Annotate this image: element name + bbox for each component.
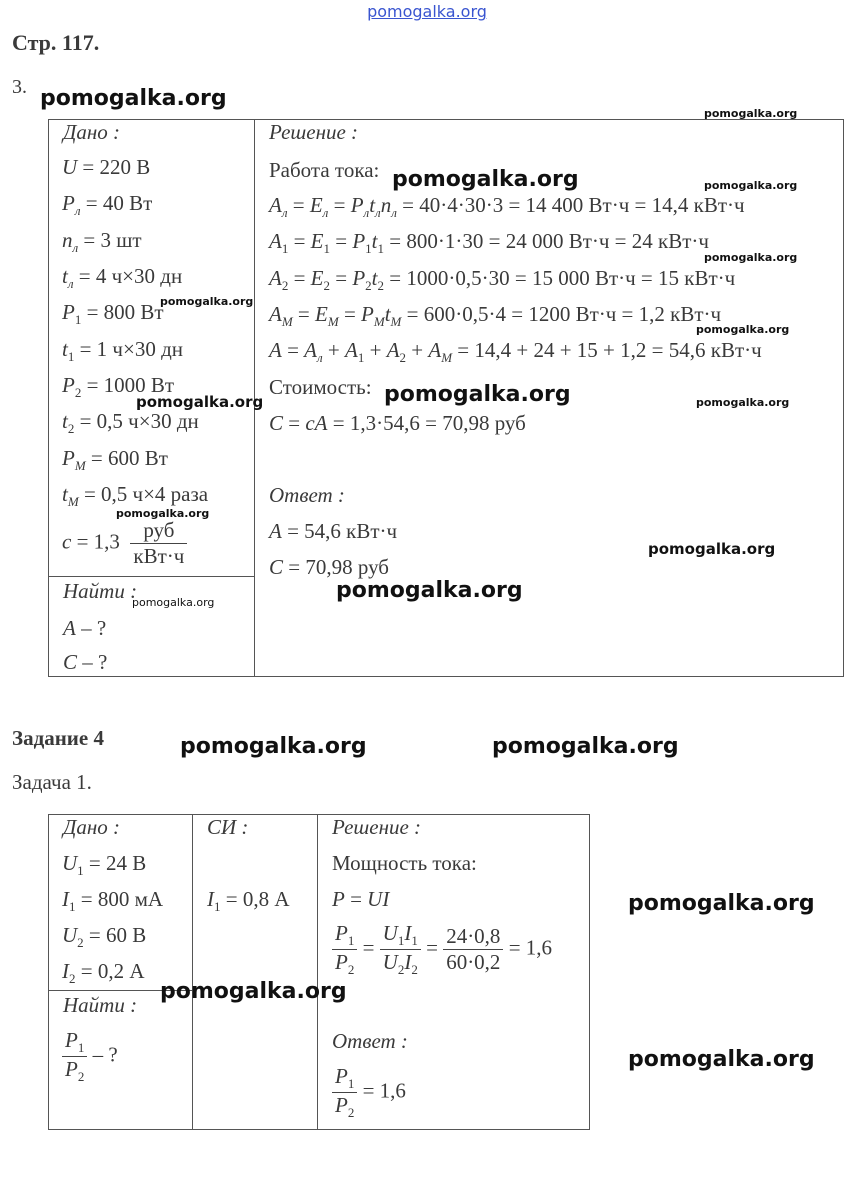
answer-item: $\frac{P_1}{P_2}$ = 1,6 [332,1066,406,1119]
watermark: pomogalka.org [136,393,264,411]
find-item: C – ? [63,650,108,674]
answer-label: Ответ : [332,1029,408,1053]
equation: $\frac{P_1}{P_2}$ = $\frac{U_1I_1}{U_2I_2}$ = $\frac{24\cdot 0,8}{60\cdot 0,2}$ = 1,6 [332,923,552,976]
watermark: pomogalka.org [160,979,347,1004]
find-item: $\frac{P_1}{P_2}$ – ? [62,1030,118,1083]
table-divider [48,576,255,577]
watermark: pomogalka.org [704,107,798,120]
given-item: $t_M = 0,5$ ч×4 раза [62,482,209,510]
given-item: $P_л = 40$ Вт [62,191,153,219]
equation: P = UI [332,887,390,911]
given-item: U = 220 В [62,155,151,179]
solution-label: Решение : [332,815,422,839]
si-item: $I_1 = 0,8$ А [207,887,290,915]
watermark: pomogalka.org [628,1047,815,1072]
given-item: $n_л = 3$ шт [62,228,142,256]
given-label: Дано : [63,120,121,144]
cost-label: Стоимость: [269,375,372,399]
equation: $A_2 = E_2 = P_2t_2 = 1000\cdot 0,5\cdot 30 = 15$ 000 Вт·ч = 15 кВт·ч [269,266,736,294]
equation: $A = A_л + A_1 + A_2 + A_M = 14,4 + 24 + 15 + 1,2 = 54,6$ кВт·ч [269,338,762,366]
watermark: pomogalka.org [180,734,367,759]
equation: $A_M = E_M = P_Mt_M = 600\cdot 0,5\cdot 4 = 1200$ Вт·ч = 1,2 кВт·ч [269,302,722,330]
given-item: $P_M = 600$ Вт [62,446,168,474]
watermark: pomogalka.org [336,578,523,603]
given-item: $I_2 = 0,2$ А [62,959,145,987]
problem-number: 3. [12,76,27,98]
watermark: pomogalka.org [40,86,227,111]
given-item: c = 1,3 $\frac{\text{руб}}{\text{кВт·ч}}$ [62,520,187,567]
answer-label: Ответ : [269,483,345,507]
given-item: $t_л = 4$ ч×30 дн [62,264,183,292]
si-label: СИ : [207,815,249,839]
watermark: pomogalka.org [392,167,579,192]
work-label: Работа тока: [269,158,380,182]
table-divider [192,814,193,1129]
given-item: $U_2 = 60$ В [62,923,147,951]
watermark: pomogalka.org [696,396,790,409]
equation: $A_л = E_л = P_лt_лn_л = 40\cdot 4\cdot 30\cdot 3 = 14$ 400 Вт·ч = 14,4 кВт·ч [269,193,745,221]
task4-title: Задание 4 [12,726,104,750]
given-item: $U_1 = 24$ В [62,851,147,879]
watermark: pomogalka.org [628,891,815,916]
watermark: pomogalka.org [696,323,790,336]
given-item: $t_1 = 1$ ч×30 дн [62,337,184,365]
given-item: $P_1 = 800$ Вт [62,300,164,328]
given-item: $P_2 = 1000$ Вт [62,373,175,401]
watermark: pomogalka.org [704,251,798,264]
cost-equation: C = cA = 1,3·54,6 = 70,98 руб [269,411,526,435]
watermark: pomogalka.org [648,540,776,558]
given-item: $t_2 = 0,5$ ч×30 дн [62,409,199,437]
equation: $A_1 = E_1 = P_1t_1 = 800\cdot 1\cdot 30 = 24$ 000 Вт·ч = 24 кВт·ч [269,229,709,257]
watermark: pomogalka.org [132,596,215,609]
given-label: Дано : [63,815,121,839]
watermark-top-link[interactable]: pomogalka.org [367,2,487,21]
find-label: Найти : [63,579,138,603]
watermark: pomogalka.org [704,179,798,192]
watermark: pomogalka.org [116,507,210,520]
solution-label: Решение : [269,120,359,144]
watermark: pomogalka.org [384,382,571,407]
find-item: A – ? [63,616,107,640]
watermark: pomogalka.org [160,295,254,308]
power-label: Мощность тока: [332,851,477,875]
given-item: $I_1 = 800$ мА [62,887,164,915]
table-divider [317,814,318,1129]
watermark: pomogalka.org [492,734,679,759]
page-number-heading: Стр. 117. [12,30,100,55]
answer-item: A = 54,6 кВт·ч [269,519,398,543]
answer-item: C = 70,98 руб [269,555,389,579]
task4-subtitle: Задача 1. [12,770,92,794]
find-label: Найти : [63,993,138,1017]
